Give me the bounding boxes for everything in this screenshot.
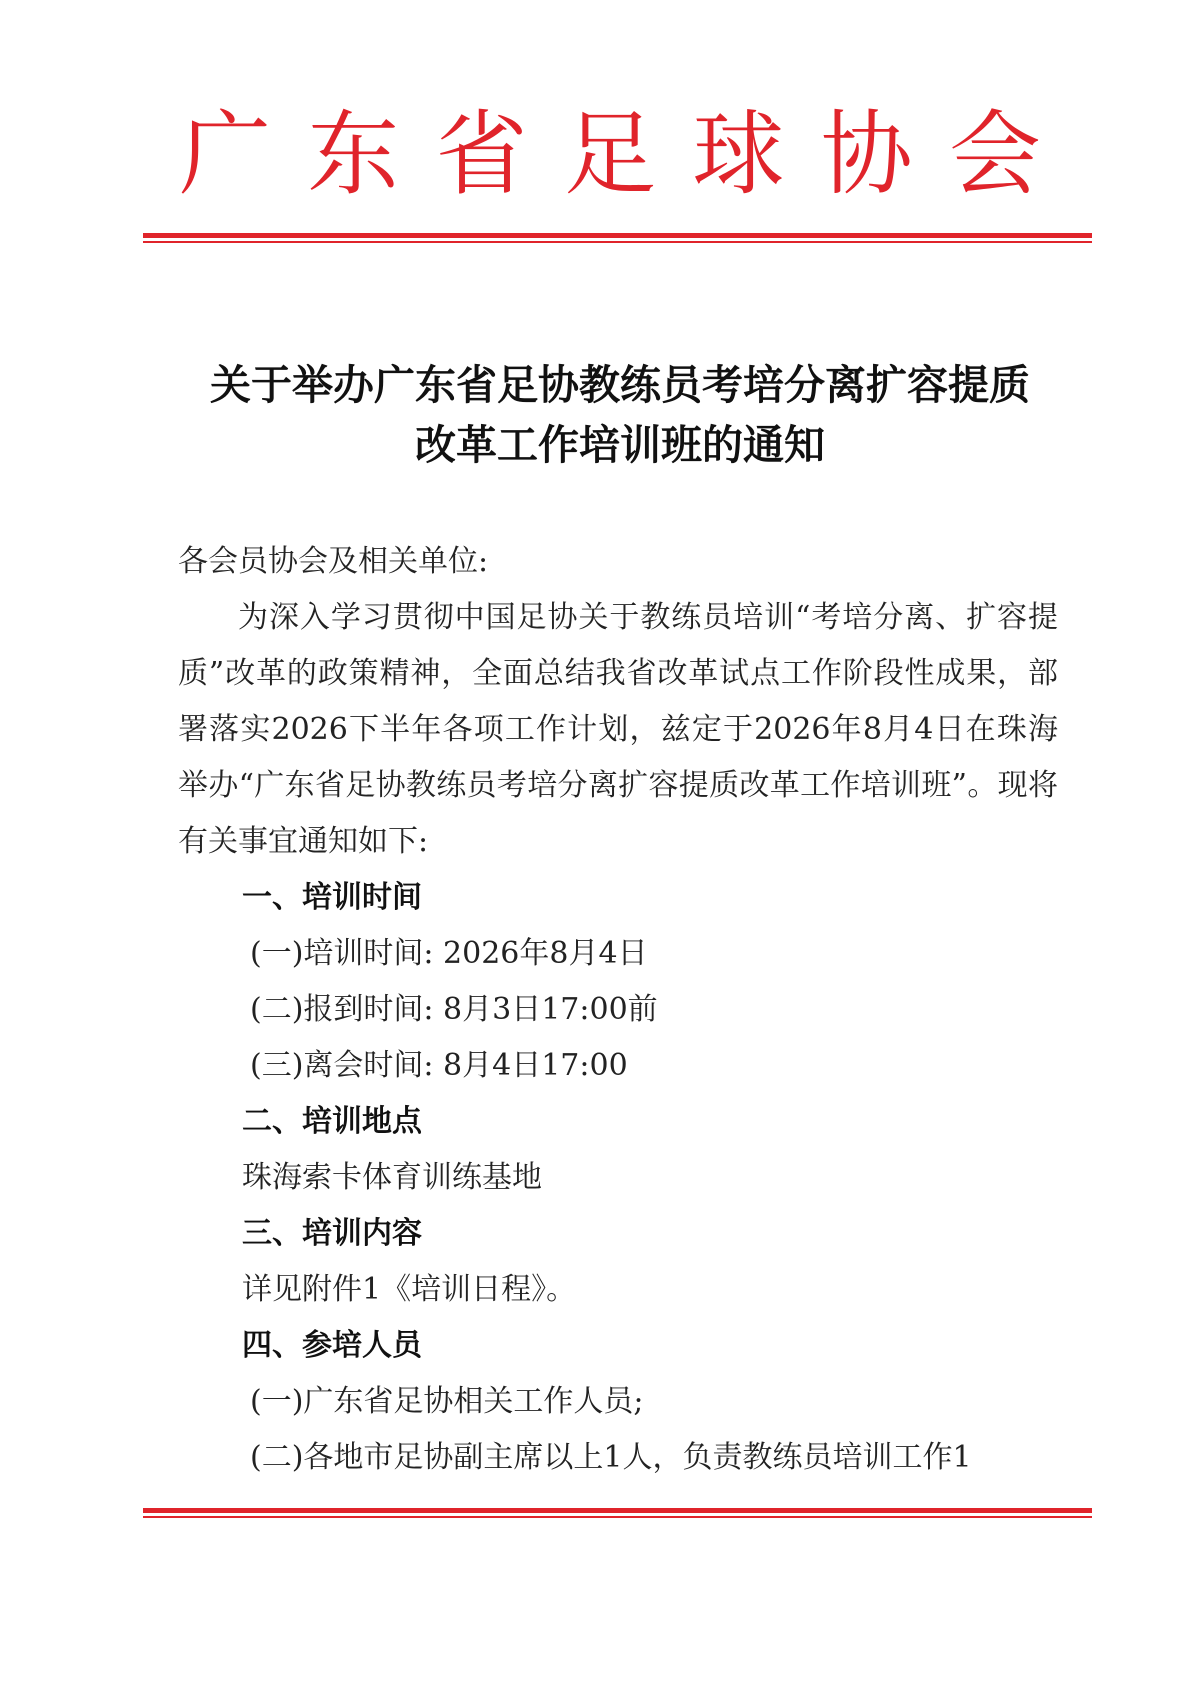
- list-item: (一)广东省足协相关工作人员;: [250, 1384, 644, 1419]
- footer-divider: [143, 1508, 1092, 1518]
- section-text-location: 珠海索卡体育训练基地: [242, 1160, 542, 1195]
- letterhead-char: 足: [563, 101, 656, 208]
- section-heading-content: 三、培训内容: [242, 1216, 422, 1251]
- header-divider: [143, 233, 1092, 243]
- section-heading-location: 二、培训地点: [242, 1104, 422, 1139]
- list-item: (三)离会时间: 8月4日17:00: [250, 1048, 628, 1083]
- document-title: [160, 355, 1080, 475]
- title-line-2: 改革工作培训班的通知: [415, 421, 825, 469]
- letterhead-char: 会: [948, 101, 1041, 208]
- letterhead-char: 广: [178, 101, 271, 208]
- letterhead-char: 东: [307, 101, 400, 208]
- title-line-1: 关于举办广东省足协教练员考培分离扩容提质: [210, 361, 1030, 409]
- letterhead-char: 球: [692, 101, 785, 208]
- list-item: (二)报到时间: 8月3日17:00前: [250, 992, 658, 1027]
- intro-paragraph: 为深入学习贯彻中国足协关于教练员培训“考培分离、扩容提质”改革的政策精神，全面总结我省改革试点工作阶段性成果，部署落实2026下半年各项工作计划，兹定于2026年8月4日在珠海举办“广东省足协教练员考培分离扩容提质改革工作培训班”。现将有关事宜通知如下:: [178, 600, 1058, 859]
- section-heading-time: 一、培训时间: [242, 880, 422, 915]
- organization-letterhead: [175, 100, 1045, 210]
- letterhead-char: 省: [435, 101, 528, 208]
- list-item: (一)培训时间: 2026年8月4日: [250, 936, 648, 971]
- section-heading-participants: 四、参培人员: [242, 1328, 422, 1363]
- salutation: 各会员协会及相关单位:: [178, 544, 489, 579]
- section-text-content: 详见附件1《培训日程》。: [242, 1272, 577, 1307]
- letterhead-char: 协: [820, 101, 913, 208]
- list-item: (二)各地市足协副主席以上1人，负责教练员培训工作1: [250, 1440, 972, 1475]
